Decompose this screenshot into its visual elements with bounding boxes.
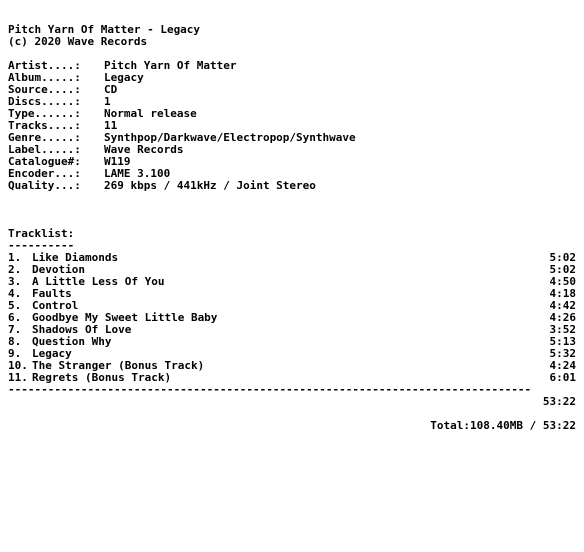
total-time: 53:22 (542, 395, 576, 408)
track-duration: 5:02 (549, 251, 576, 264)
total-summary-row (8, 420, 576, 432)
track-title: Regrets (Bonus Track) (32, 371, 172, 384)
release-nfo-document (8, 24, 576, 432)
track-row (8, 336, 576, 348)
total-time-row (8, 396, 576, 408)
track-duration: 5:13 (549, 335, 576, 348)
track-number: 4. (8, 287, 22, 300)
info-row (8, 108, 576, 120)
info-value: Synthpop/Darkwave/Electropop/Synthwave (104, 131, 356, 144)
tracklist-underline: ---------- (8, 239, 75, 252)
tracklist-divider: ------------------------------------------------------------------------------- (8, 384, 532, 396)
track-title: Like Diamonds (32, 251, 119, 264)
info-label: Source....: (8, 83, 81, 96)
track-number: 11. (8, 371, 28, 384)
track-duration: 4:50 (549, 275, 576, 288)
track-duration: 4:26 (549, 311, 576, 324)
track-duration: 3:52 (549, 323, 576, 336)
track-number: 7. (8, 323, 22, 336)
track-number: 8. (8, 335, 22, 348)
info-row (8, 180, 576, 192)
track-duration: 4:42 (549, 299, 576, 312)
track-title: Goodbye My Sweet Little Baby (32, 311, 218, 324)
track-number: 2. (8, 263, 22, 276)
tracklist (8, 252, 576, 384)
track-row (8, 288, 576, 300)
info-row (8, 72, 576, 84)
info-value: 1 (104, 95, 111, 108)
copyright-line: (c) 2020 Wave Records (8, 35, 148, 48)
track-title: Legacy (32, 347, 72, 360)
info-label: Quality...: (8, 179, 81, 192)
info-value: W119 (104, 155, 131, 168)
track-number: 3. (8, 275, 22, 288)
release-title: Pitch Yarn Of Matter - Legacy (8, 23, 201, 36)
info-row (8, 144, 576, 156)
info-label: Label.....: (8, 143, 81, 156)
track-number: 10. (8, 359, 28, 372)
info-row (8, 60, 576, 72)
track-number: 9. (8, 347, 22, 360)
info-row (8, 84, 576, 96)
track-row (8, 276, 576, 288)
track-title: Shadows Of Love (32, 323, 132, 336)
total-summary: Total:108.40MB / 53:22 (430, 419, 576, 432)
track-number: 6. (8, 311, 22, 324)
track-title: The Stranger (Bonus Track) (32, 359, 205, 372)
info-value: LAME 3.100 (104, 167, 171, 180)
track-title: Question Why (32, 335, 112, 348)
info-value: Legacy (104, 71, 144, 84)
info-label: Encoder...: (8, 167, 81, 180)
info-value: Pitch Yarn Of Matter (104, 59, 237, 72)
track-number: 5. (8, 299, 22, 312)
track-duration: 5:32 (549, 347, 576, 360)
info-label: Artist....: (8, 59, 81, 72)
info-label: Catalogue#: (8, 155, 81, 168)
info-value: Normal release (104, 107, 197, 120)
track-title: Devotion (32, 263, 85, 276)
info-value: CD (104, 83, 118, 96)
tracklist-heading: Tracklist: (8, 227, 75, 240)
track-duration: 4:18 (549, 287, 576, 300)
track-duration: 4:24 (549, 359, 576, 372)
info-row (8, 132, 576, 144)
track-title: Faults (32, 287, 72, 300)
info-value: 11 (104, 119, 118, 132)
info-value: Wave Records (104, 143, 184, 156)
track-row (8, 372, 576, 384)
info-value: 269 kbps / 441kHz / Joint Stereo (104, 179, 316, 192)
track-title: Control (32, 299, 79, 312)
track-title: A Little Less Of You (32, 275, 165, 288)
track-row (8, 252, 576, 264)
info-label: Discs.....: (8, 95, 81, 108)
info-row (8, 96, 576, 108)
track-number: 1. (8, 251, 22, 264)
info-label: Tracks....: (8, 119, 81, 132)
track-duration: 6:01 (549, 371, 576, 384)
info-row (8, 156, 576, 168)
track-duration: 5:02 (549, 263, 576, 276)
release-info (8, 60, 576, 192)
info-label: Type......: (8, 107, 81, 120)
info-label: Album.....: (8, 71, 81, 84)
info-label: Genre.....: (8, 131, 81, 144)
